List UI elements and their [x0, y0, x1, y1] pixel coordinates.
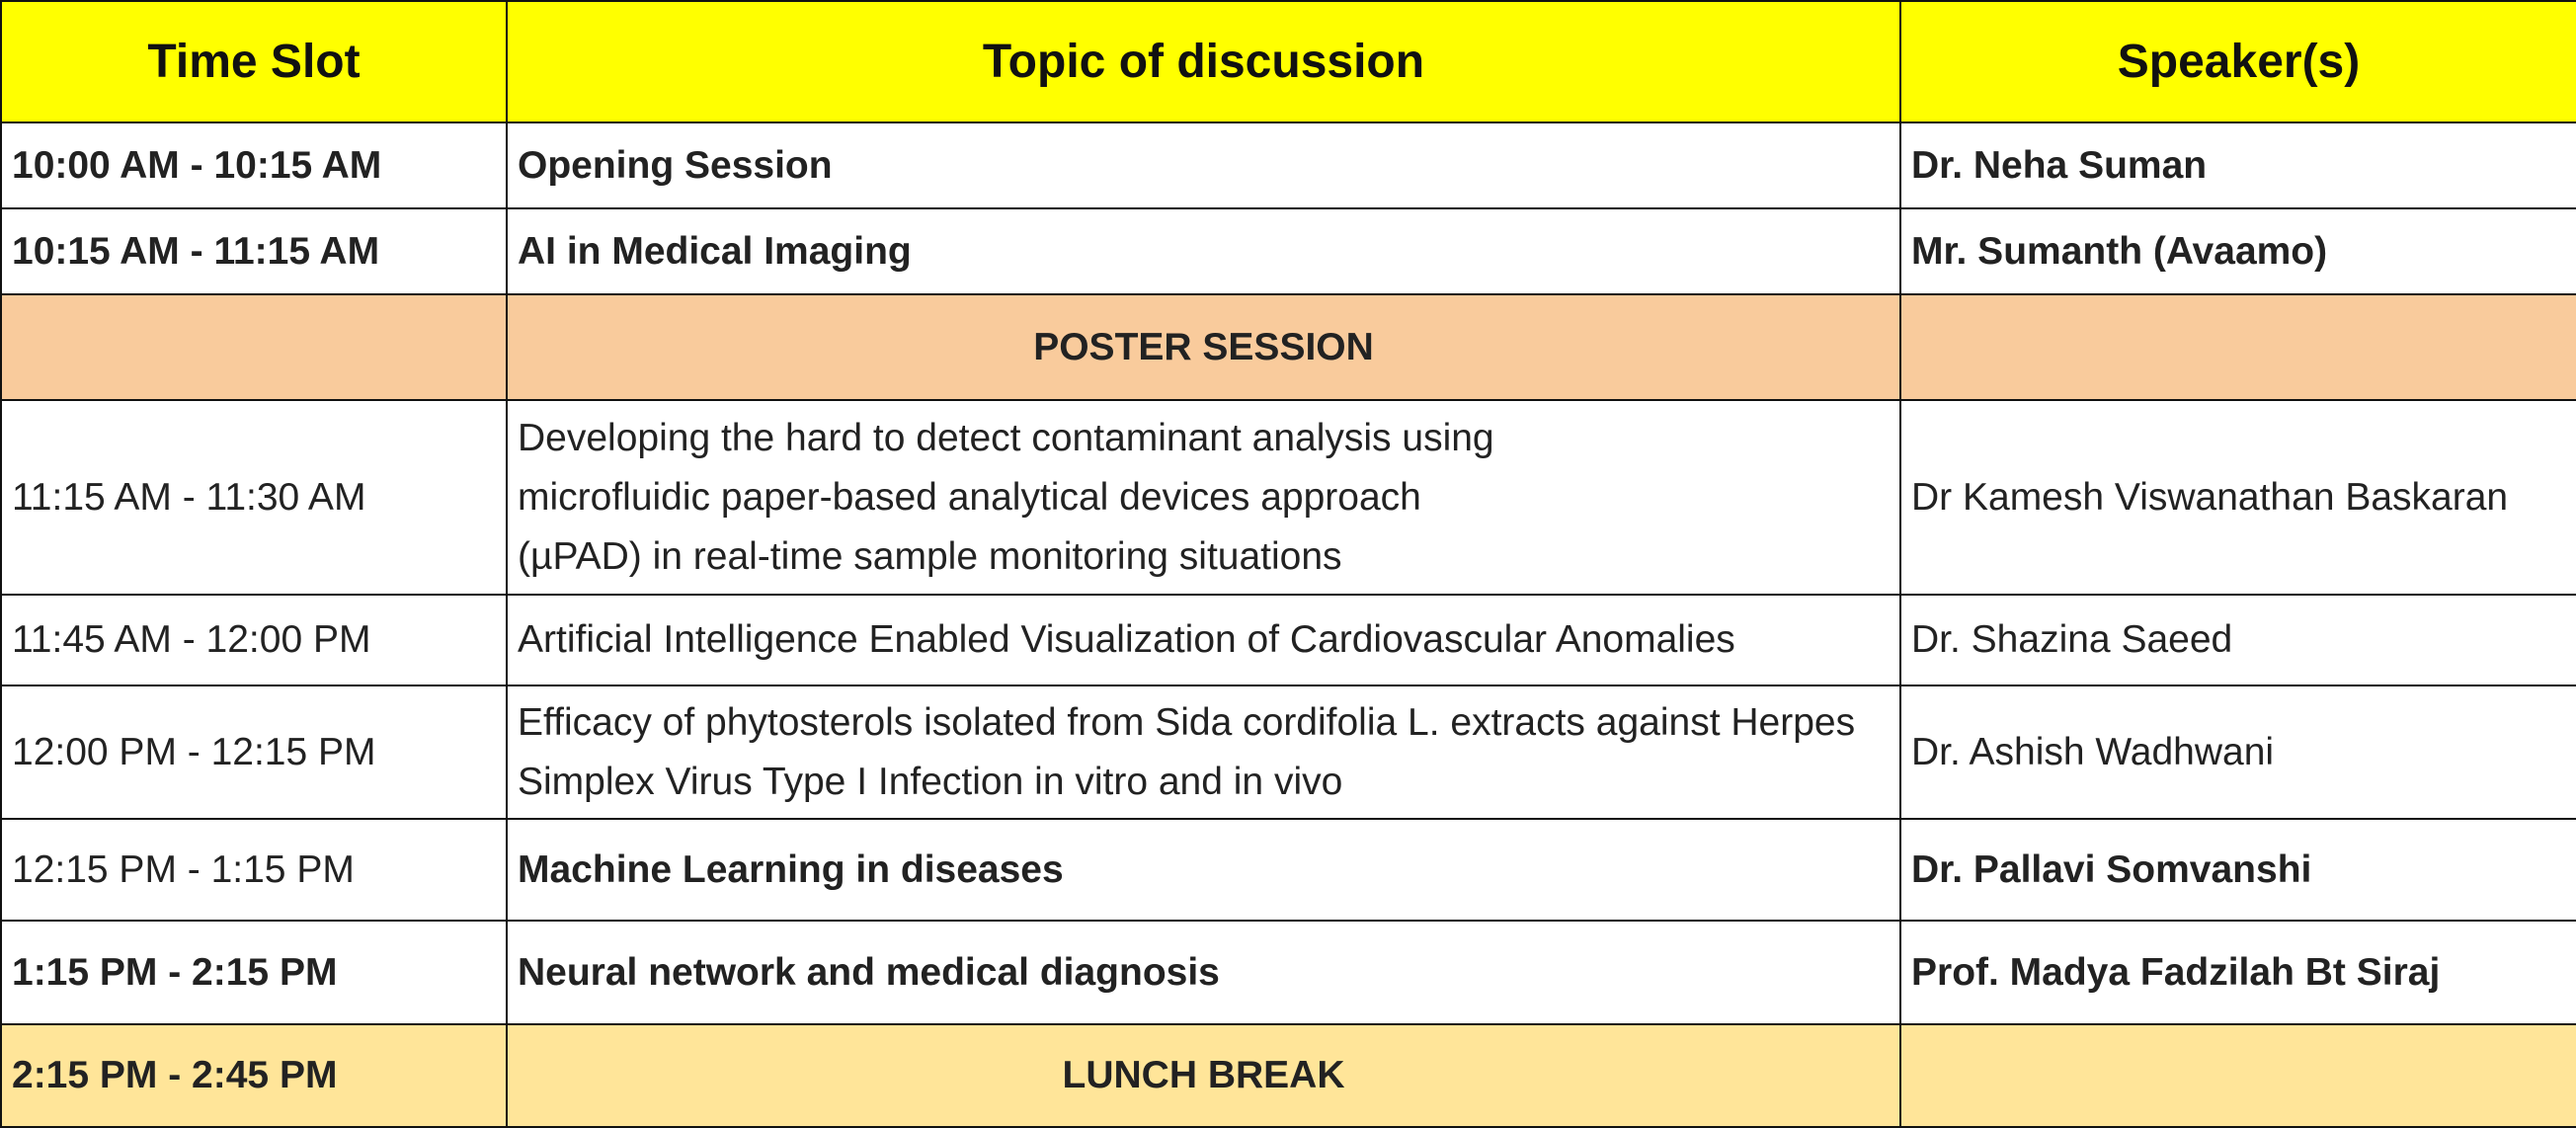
- topic-cell: Opening Session: [507, 122, 1900, 208]
- topic-cell: [507, 685, 1900, 819]
- speaker-cell: Mr. Sumanth (Avaamo): [1900, 208, 2576, 294]
- topic-cell: Neural network and medical diagnosis: [507, 921, 1900, 1024]
- time-cell: 11:45 AM - 12:00 PM: [1, 595, 507, 685]
- time-cell: 12:15 PM - 1:15 PM: [1, 819, 507, 921]
- table-row: [1, 921, 2576, 1024]
- time-cell: 12:00 PM - 12:15 PM: [1, 685, 507, 819]
- speaker-cell: [1900, 1024, 2576, 1127]
- time-cell: [1, 294, 507, 400]
- topic-line: (µPAD) in real-time sample monitoring situations: [518, 534, 1342, 578]
- time-cell: 11:15 AM - 11:30 AM: [1, 400, 507, 595]
- topic-cell: POSTER SESSION: [507, 294, 1900, 400]
- table-row: [1, 208, 2576, 294]
- topic-line: Simplex Virus Type I Infection in vitro and in vivo: [518, 760, 1343, 803]
- time-cell: 1:15 PM - 2:15 PM: [1, 921, 507, 1024]
- poster-session-row: [1, 294, 2576, 400]
- topic-line: Efficacy of phytosterols isolated from Sida cordifolia L. extracts against Herpes: [518, 700, 1856, 744]
- topic-cell: LUNCH BREAK: [507, 1024, 1900, 1127]
- header-topic: Topic of discussion: [507, 1, 1900, 122]
- header-time-slot: Time Slot: [1, 1, 507, 122]
- topic-cell: [507, 400, 1900, 595]
- speaker-cell: Dr. Shazina Saeed: [1900, 595, 2576, 685]
- table-row: [1, 595, 2576, 685]
- header-row: [1, 1, 2576, 122]
- speaker-cell: Dr. Ashish Wadhwani: [1900, 685, 2576, 819]
- time-cell: 10:15 AM - 11:15 AM: [1, 208, 507, 294]
- speaker-cell: Dr. Neha Suman: [1900, 122, 2576, 208]
- speaker-cell: Prof. Madya Fadzilah Bt Siraj: [1900, 921, 2576, 1024]
- table-row: [1, 400, 2576, 595]
- speaker-cell: [1900, 294, 2576, 400]
- time-cell: 10:00 AM - 10:15 AM: [1, 122, 507, 208]
- topic-line: Developing the hard to detect contaminant analysis using: [518, 416, 1494, 459]
- time-cell: 2:15 PM - 2:45 PM: [1, 1024, 507, 1127]
- table-row: [1, 122, 2576, 208]
- table-row: [1, 819, 2576, 921]
- speaker-cell: Dr Kamesh Viswanathan Baskaran: [1900, 400, 2576, 595]
- header-speakers: Speaker(s): [1900, 1, 2576, 122]
- topic-cell: Artificial Intelligence Enabled Visualization of Cardiovascular Anomalies: [507, 595, 1900, 685]
- topic-line: microfluidic paper-based analytical devices approach: [518, 475, 1421, 519]
- table-row: [1, 685, 2576, 819]
- speaker-cell: Dr. Pallavi Somvanshi: [1900, 819, 2576, 921]
- topic-cell: AI in Medical Imaging: [507, 208, 1900, 294]
- topic-cell: Machine Learning in diseases: [507, 819, 1900, 921]
- lunch-break-row: [1, 1024, 2576, 1127]
